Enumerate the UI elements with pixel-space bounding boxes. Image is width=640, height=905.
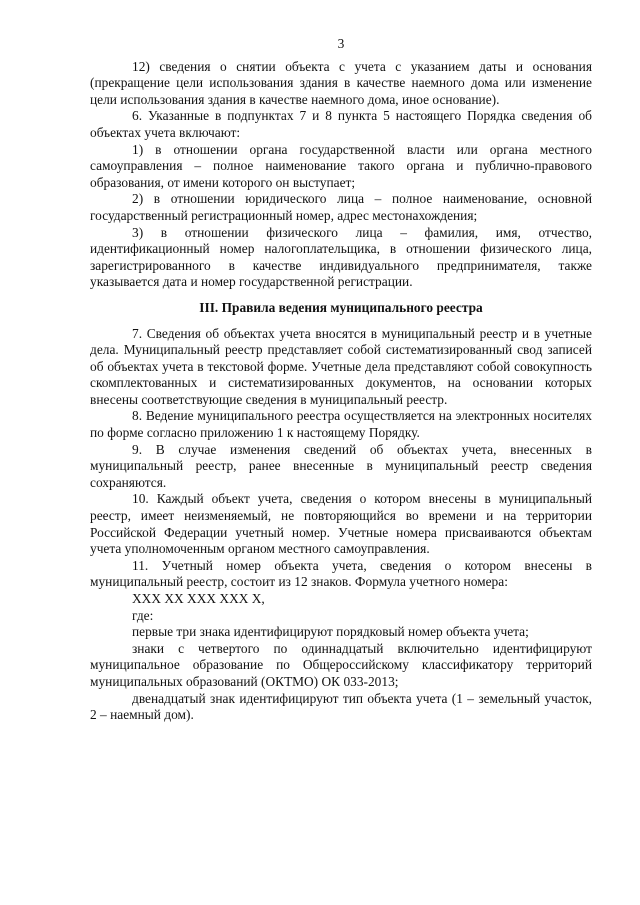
paragraph-section-10: 10. Каждый объект учета, сведения о котором внесены в муниципальный реестр, имеет неизменяемый, не повторяющийся во времени и на территории Российской Федерации учетный номер. Учетные номера присваиваются объектам учета уполномоченным органом местного самоуправления. bbox=[90, 491, 592, 557]
paragraph-first-three-digits: первые три знака идентифицируют порядковый номер объекта учета; bbox=[132, 624, 529, 640]
section-heading: III. Правила ведения муниципального реестра bbox=[199, 299, 483, 315]
account-number-formula: ХХХ ХХ ХХХ ХХХ Х, bbox=[132, 591, 265, 606]
page-number: 3 bbox=[337, 36, 345, 51]
paragraph-twelfth-digit: двенадцатый знак идентифицируют тип объекта учета (1 – земельный участок, 2 – наемный дом). bbox=[90, 690, 592, 723]
paragraph-section-11: 11. Учетный номер объекта учета, сведения о котором внесены в муниципальный реестр, состоит из 12 знаков. Формула учетного номера: bbox=[90, 557, 592, 590]
where-label: где: bbox=[132, 607, 154, 623]
paragraph-section-8: 8. Ведение муниципального реестра осуществляется на электронных носителях по форме согласно приложению 1 к настоящему Порядку. bbox=[90, 408, 592, 441]
paragraph-section-6: 6. Указанные в подпунктах 7 и 8 пункта 5 настоящего Порядка сведения об объектах учета включают: bbox=[90, 108, 592, 140]
paragraph-item-12: 12) сведения о снятии объекта с учета с указанием даты и основания (прекращение цели использования здания в качестве наемного дома или изменение цели использования здания в качестве наемного дома, иное основание). bbox=[90, 58, 592, 107]
paragraph-section-7: 7. Сведения об объектах учета вносятся в муниципальный реестр и в учетные дела. Муниципальный реестр представляет собой систематизированный свод записей об объектах учета в текстовой форме. Учетные дела представляют собой совокупность скомплектованных и систематизированных документов, на основании которых внесены соответствующие сведения в муниципальный реестр. bbox=[90, 325, 592, 407]
paragraph-section-9: 9. В случае изменения сведений об объектах учета, внесенных в муниципальный реестр, ранее внесенные в муниципальный реестр сведения сохраняются. bbox=[90, 441, 592, 490]
paragraph-subitem-3: 3) в отношении физического лица – фамилия, имя, отчество, идентификационный номер налогоплательщика, в отношении физического лица, зарегистрированного в качестве индивидуального предпринимателя, также указывается дата и номер государственной регистрации. bbox=[90, 224, 592, 290]
paragraph-oktmo-digits: знаки с четвертого по одиннадцатый включительно идентифицируют муниципальное образование по Общероссийскому классификатору территорий муниципальных образований (ОКТМО) ОК 033-2013; bbox=[90, 640, 592, 689]
paragraph-subitem-2: 2) в отношении юридического лица – полное наименование, основной государственный регистрационный номер, адрес местонахождения; bbox=[90, 191, 592, 223]
paragraph-subitem-1: 1) в отношении органа государственной власти или органа местного самоуправления – полное наименование такого органа и публично-правового образования, от имени которого он выступает; bbox=[90, 141, 592, 190]
